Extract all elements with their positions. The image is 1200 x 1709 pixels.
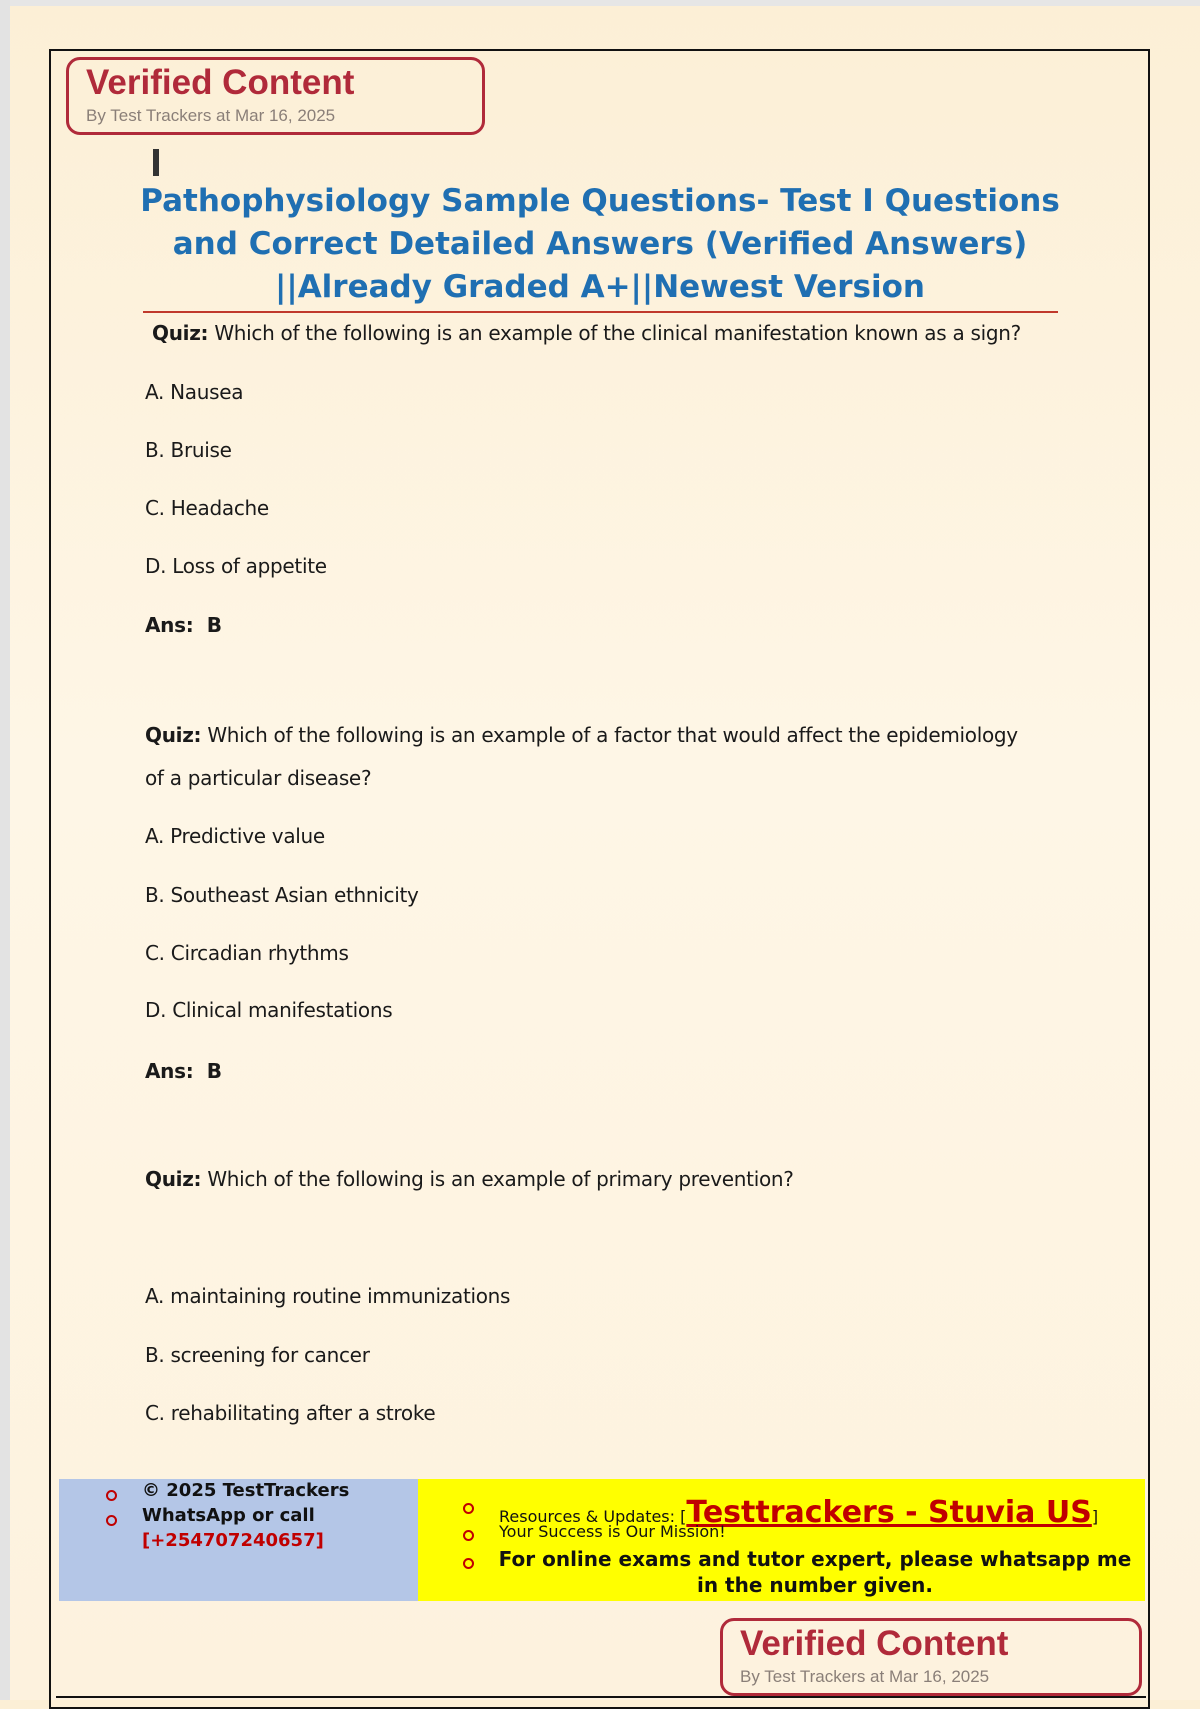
question-2-answer <box>145 1059 222 1083</box>
text-cursor-icon <box>153 149 159 176</box>
quiz-label: Quiz: <box>152 321 209 345</box>
question-1-text: Which of the following is an example of the clinical manifestation known as a sign? <box>214 321 1021 345</box>
window-left-edge <box>0 0 10 1700</box>
question-2-option-b: B. Southeast Asian ethnicity <box>145 883 419 907</box>
question-1-option-c: C. Headache <box>145 496 269 520</box>
stuvia-store-link[interactable]: Testtrackers - Stuvia US <box>686 1495 1092 1530</box>
footer-phone-link[interactable]: [+254707240657] <box>142 1530 324 1551</box>
bullet-circle-icon <box>463 1503 474 1514</box>
question-1-answer-value: B <box>206 613 222 637</box>
question-1-option-b: B. Bruise <box>145 438 232 462</box>
question-1 <box>152 321 1021 345</box>
question-2-text-line-1: Which of the following is an example of a factor that would affect the epidemiology <box>207 723 1018 747</box>
footer-tutor-line-2: in the number given. <box>696 1573 933 1597</box>
quiz-label: Quiz: <box>145 723 202 747</box>
question-2-option-a: A. Predictive value <box>145 824 325 848</box>
bullet-circle-icon <box>106 1515 117 1526</box>
title-line-2: and Correct Detailed Answers (Verified Answers) <box>172 226 1028 262</box>
question-1-answer <box>145 613 222 637</box>
quiz-label: Quiz: <box>145 1167 202 1191</box>
bullet-circle-icon <box>463 1530 474 1541</box>
question-2-answer-value: B <box>206 1059 222 1083</box>
footer-whatsapp-label: WhatsApp or call <box>142 1505 315 1526</box>
page-bottom-rule <box>56 1696 1146 1698</box>
question-2-text-line-2: of a particular disease? <box>145 766 372 790</box>
title-divider <box>143 311 1058 313</box>
footer-resources-label: Resources & Updates: [ <box>499 1507 687 1526</box>
question-3-option-b: B. screening for cancer <box>145 1343 370 1367</box>
question-2 <box>145 723 1018 747</box>
question-3-text: Which of the following is an example of primary prevention? <box>207 1167 794 1191</box>
document-title <box>140 180 1060 309</box>
question-2-option-c: C. Circadian rhythms <box>145 941 349 965</box>
answer-label: Ans: <box>145 613 194 637</box>
stamp-subtitle: By Test Trackers at Mar 16, 2025 <box>86 106 336 125</box>
question-3 <box>145 1167 794 1191</box>
title-line-3: ||Already Graded A+||Newest Version <box>275 269 925 305</box>
stamp-title: Verified Content <box>740 1624 1009 1663</box>
bullet-circle-icon <box>106 1490 117 1501</box>
verified-content-stamp-bottom <box>720 1618 1142 1696</box>
bullet-circle-icon <box>463 1558 474 1569</box>
question-3-option-a: A. maintaining routine immunizations <box>145 1284 511 1308</box>
footer-tutor-note <box>490 1546 1140 1598</box>
stamp-title: Verified Content <box>86 63 355 102</box>
question-1-option-d: D. Loss of appetite <box>145 554 327 578</box>
window-top-edge <box>0 0 1200 6</box>
footer-contact-panel <box>59 1479 418 1601</box>
stamp-subtitle: By Test Trackers at Mar 16, 2025 <box>740 1667 990 1686</box>
question-2-option-d: D. Clinical manifestations <box>145 998 393 1022</box>
footer-resources-panel <box>418 1479 1145 1601</box>
question-1-option-a: A. Nausea <box>145 380 244 404</box>
footer-tutor-line-1: For online exams and tutor expert, please whatsapp me <box>498 1547 1132 1571</box>
title-line-1: Pathophysiology Sample Questions- Test I Questions <box>140 183 1060 219</box>
footer-copyright: © 2025 TestTrackers <box>142 1480 350 1501</box>
answer-label: Ans: <box>145 1059 194 1083</box>
verified-content-stamp-top <box>66 57 485 135</box>
footer-mission: Your Success is Our Mission! <box>499 1522 726 1541</box>
footer-resources-close: ] <box>1091 1507 1099 1526</box>
question-3-option-c: C. rehabilitating after a stroke <box>145 1401 436 1425</box>
